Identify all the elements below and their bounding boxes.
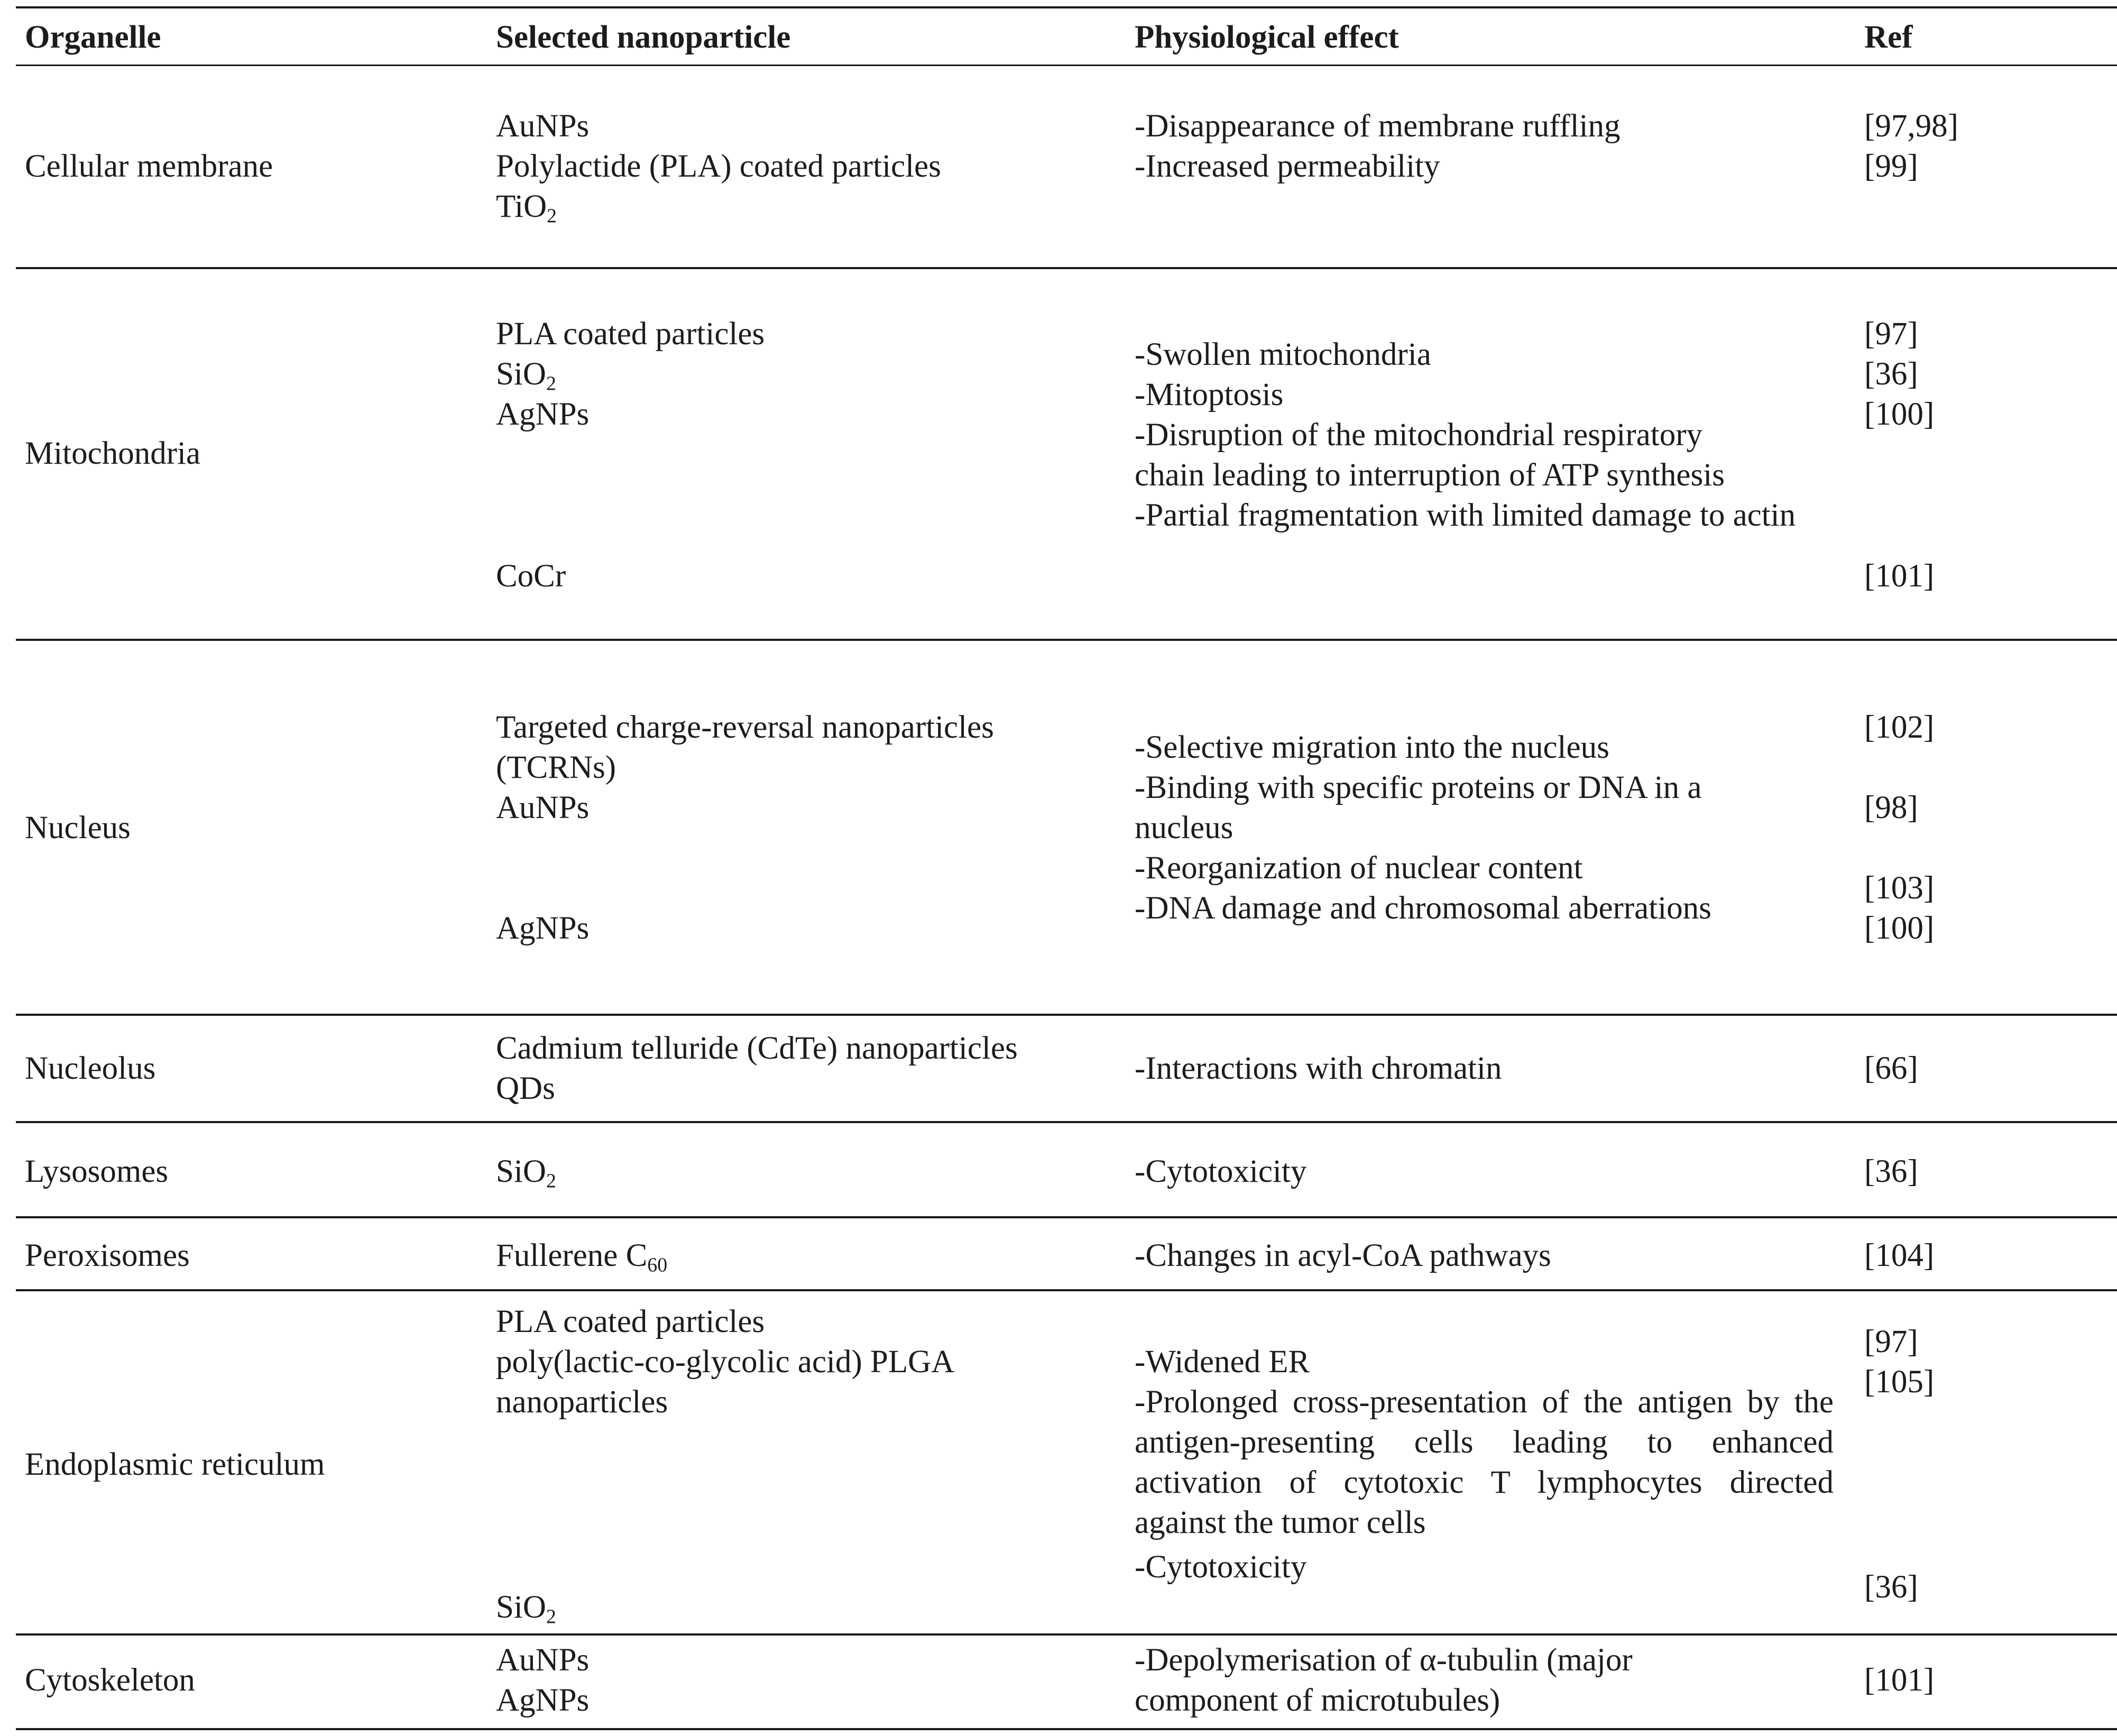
effect-item: -Depolymerisation of α-tubulin (major xyxy=(1135,1642,1633,1678)
effect-item: -Interactions with chromatin xyxy=(1135,1051,1502,1086)
ref-item: [101] xyxy=(1864,1662,1935,1698)
ref-item: [97,98] xyxy=(1864,108,1958,144)
row-divider xyxy=(16,267,2117,269)
ref-item: [66] xyxy=(1864,1051,1918,1086)
ref-item: [102] xyxy=(1864,710,1935,745)
ref-item: [97] xyxy=(1864,1324,1918,1360)
nanoparticle-item: SiO$_2$ xyxy=(496,356,556,395)
nanoparticle-item: nanoparticles xyxy=(496,1384,668,1420)
nanoparticle-item: AgNPs xyxy=(496,1683,590,1718)
ref-item: [97] xyxy=(1864,316,1918,352)
header-organelle: Organelle xyxy=(25,20,161,55)
ref-item: [103] xyxy=(1864,870,1935,906)
nanoparticle-item: AuNPs xyxy=(496,790,590,825)
organelle-cell: Nucleus xyxy=(25,810,131,846)
nanoparticle-item: PLA coated particles xyxy=(496,316,765,352)
effect-item: -Partial fragmentation with limited damage to actin xyxy=(1135,498,1796,533)
effect-item: -Cytotoxicity xyxy=(1135,1549,1307,1585)
nanoparticle-item: AgNPs xyxy=(496,397,590,432)
table-bottom-rule xyxy=(16,1728,2117,1730)
effect-item: -Widened ER xyxy=(1135,1344,1310,1380)
organelle-cell: Mitochondria xyxy=(25,436,201,471)
effect-item: -Binding with specific proteins or DNA in a xyxy=(1135,770,1702,805)
ref-item: [36] xyxy=(1864,1154,1918,1189)
ref-item: [101] xyxy=(1864,558,1935,594)
header-effect: Physiological effect xyxy=(1135,20,1399,55)
row-divider xyxy=(16,1121,2117,1123)
header-rule xyxy=(16,65,2117,66)
effect-item: -DNA damage and chromosomal aberrations xyxy=(1135,890,1711,926)
nanoparticle-item: (TCRNs) xyxy=(496,750,616,785)
ref-item: [98] xyxy=(1864,790,1918,825)
ref-item: [36] xyxy=(1864,356,1918,392)
nanoparticle-item: Fullerene $C_{60}$ xyxy=(496,1238,668,1276)
row-divider xyxy=(16,1216,2117,1218)
organelle-cell: Peroxisomes xyxy=(25,1238,190,1273)
ref-item: [100] xyxy=(1864,397,1935,432)
row-divider xyxy=(16,1289,2117,1291)
organelle-cell: Cellular membrane xyxy=(25,149,273,184)
header-nanoparticle: Selected nanoparticle xyxy=(496,20,791,55)
row-divider xyxy=(16,1633,2117,1636)
effect-item: -Selective migration into the nucleus xyxy=(1135,730,1609,765)
ref-item: [99] xyxy=(1864,149,1918,184)
ref-item: [36] xyxy=(1864,1569,1918,1605)
nanoparticle-item: AgNPs xyxy=(496,911,590,946)
effect-item: -Disruption of the mitochondrial respiratory xyxy=(1135,417,1703,453)
effect-item: -Mitoptosis xyxy=(1135,377,1284,412)
organelle-cell: Nucleolus xyxy=(25,1051,156,1086)
row-divider xyxy=(16,639,2117,641)
nanoparticle-item: AuNPs xyxy=(496,108,590,144)
effect-item: -Prolonged cross-presentation of the antigen by the antigen-presenting cells leading to enhanced activation of cytotoxic T lymphocytes directed against the tumor cells xyxy=(1135,1384,1834,1540)
nanoparticle-item: poly(lactic-co-glycolic acid) PLGA xyxy=(496,1344,955,1380)
effect-item: -Reorganization of nuclear content xyxy=(1135,850,1583,886)
ref-item: [105] xyxy=(1864,1364,1935,1400)
row-divider xyxy=(16,1014,2117,1016)
ref-item: [100] xyxy=(1864,911,1935,946)
organelle-cell: Endoplasmic reticulum xyxy=(25,1447,325,1482)
nanoparticle-item: CoCr xyxy=(496,558,566,594)
nanoparticle-item: SiO$_2$ xyxy=(496,1154,556,1192)
effect-item: component of microtubules) xyxy=(1135,1683,1501,1718)
organelle-cell: Cytoskeleton xyxy=(25,1662,195,1698)
ref-item: [104] xyxy=(1864,1238,1935,1273)
nanoparticle-item: SiO$_2$ xyxy=(496,1590,556,1628)
nanoparticle-item: AuNPs xyxy=(496,1642,590,1678)
table-top-rule xyxy=(16,6,2117,8)
effect-item: -Cytotoxicity xyxy=(1135,1154,1307,1189)
effect-item: -Increased permeability xyxy=(1135,149,1440,184)
nanoparticle-item: QDs xyxy=(496,1071,555,1106)
organelle-cell: Lysosomes xyxy=(25,1154,169,1189)
nanoparticle-item: Targeted charge-reversal nanoparticles xyxy=(496,710,994,745)
effect-item: -Swollen mitochondria xyxy=(1135,337,1431,372)
nanoparticle-item: Cadmium telluride (CdTe) nanoparticles xyxy=(496,1031,1018,1066)
effect-item: -Disappearance of membrane ruffling xyxy=(1135,108,1621,144)
nanoparticle-item: TiO$_2$ xyxy=(496,189,557,227)
effect-item: -Changes in acyl-CoA pathways xyxy=(1135,1238,1551,1273)
nanoparticle-item: Polylactide (PLA) coated particles xyxy=(496,149,941,184)
nanoparticle-item: PLA coated particles xyxy=(496,1304,765,1339)
effect-item: chain leading to interruption of ATP synthesis xyxy=(1135,457,1725,493)
header-ref: Ref xyxy=(1864,20,1913,55)
effect-item: nucleus xyxy=(1135,810,1234,846)
